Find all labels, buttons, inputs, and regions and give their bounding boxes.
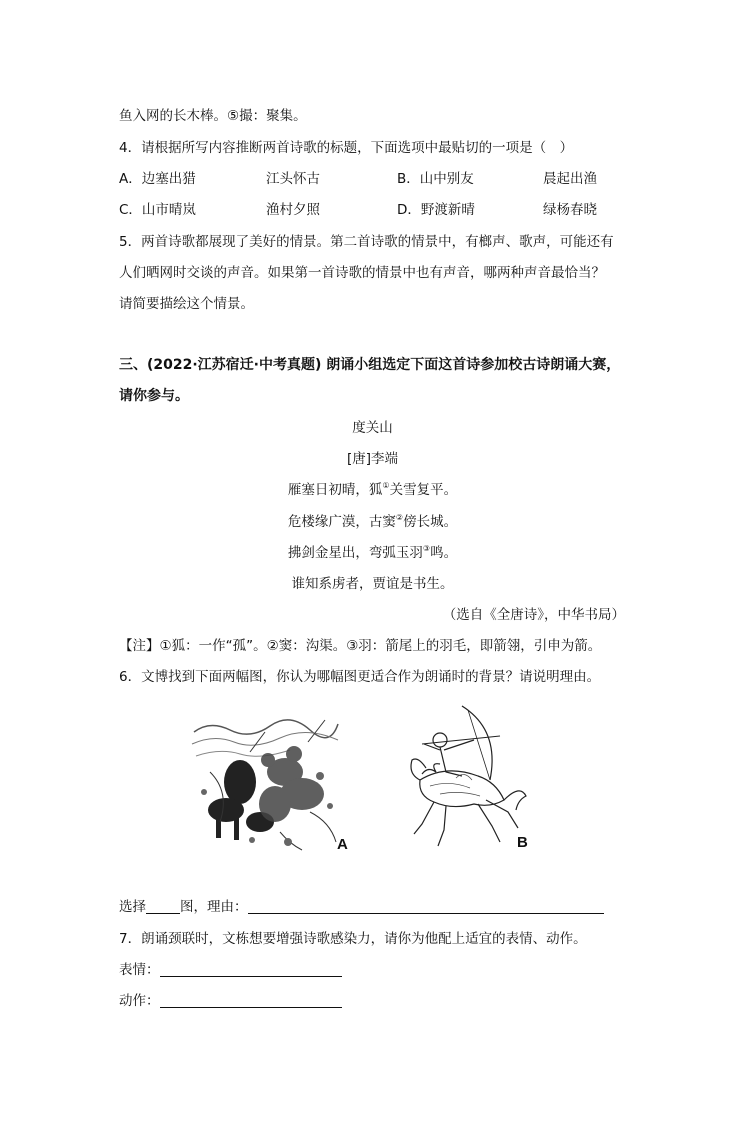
poem-title: 度关山	[352, 420, 393, 436]
q4-option-a-second: 江头怀古	[266, 171, 320, 187]
footnote-marker-3: ③	[422, 544, 431, 553]
q4-option-d-second: 绿杨春晓	[543, 202, 597, 218]
q4-stem: 4．请根据所写内容推断两首诗歌的标题，下面选项中最贴切的一项是（ ）	[119, 140, 574, 156]
q7-expression-line	[119, 958, 342, 978]
q6-stem: 6．文博找到下面两幅图，你认为哪幅图更适合作为朗诵时的背景？请说明理由。	[119, 669, 601, 685]
image-a-label: A	[337, 836, 348, 853]
poem-source: （选自《全唐诗》，中华书局）	[442, 607, 625, 623]
reason-blank[interactable]	[248, 899, 604, 914]
image-b-label: B	[517, 834, 528, 851]
q5-line-2: 人们晒网时交谈的声音。如果第一首诗歌的情景中也有声音，哪两种声音最恰当？	[119, 265, 605, 281]
q4-option-c-second: 渔村夕照	[266, 202, 320, 218]
poem-line-4: 谁知系虏者，贾谊是书生。	[291, 576, 454, 592]
footnote-marker-1: ①	[382, 481, 390, 490]
q4-option-b-second: 晨起出渔	[543, 171, 597, 187]
footnote-marker-2: ②	[395, 513, 404, 522]
section-3-heading: 三、(2022·江苏宿迁·中考真题) 朗诵小组选定下面这首诗参加校古诗朗诵大赛，	[119, 357, 621, 373]
action-blank[interactable]	[160, 993, 342, 1008]
q7-stem: 7．朗诵颈联时，文栋想要增强诗歌感染力，请你为他配上适宜的表情、动作。	[119, 931, 587, 947]
prev-note-tail: 鱼入网的长木棒。⑤撮：聚集。	[119, 108, 307, 124]
q7-action-line	[119, 989, 342, 1009]
archer-horse-image-b	[400, 700, 530, 855]
poem-line-1: 雁塞日初晴，狐①关雪复平。	[287, 481, 458, 498]
expression-label: 表情：	[119, 962, 160, 978]
poem-line-2: 危楼缘广漠，古窦②傍长城。	[287, 513, 458, 530]
poem-line-3: 拂剑金星出，弯弧玉羽③鸣。	[287, 544, 458, 561]
q4-option-d: D．野渡新晴	[397, 202, 475, 218]
answer-reason-label: 图，理由：	[180, 899, 248, 915]
q5-line-1: 5．两首诗歌都展现了美好的情景。第二首诗歌的情景中，有榔声、歌声，可能还有	[119, 234, 614, 250]
q4-option-c: C．山市晴岚	[119, 202, 196, 218]
poem-author: [唐]李端	[346, 451, 399, 467]
battle-scene-image-a	[190, 712, 340, 854]
poem-note: 【注】①狐：一作“孤”。②窦：沟渠。③羽：箭尾上的羽毛，即箭翎，引申为箭。	[119, 638, 602, 654]
answer-prefix: 选择	[119, 899, 146, 915]
expression-blank[interactable]	[160, 962, 342, 977]
q5-line-3: 请简要描绘这个情景。	[119, 296, 254, 312]
q4-option-b: B．山中别友	[397, 171, 474, 187]
action-label: 动作：	[119, 993, 160, 1009]
q6-answer-line	[119, 895, 604, 915]
q4-option-a: A．边塞出猎	[119, 171, 196, 187]
choice-blank[interactable]	[146, 899, 180, 914]
section-3-heading-cont: 请你参与。	[119, 388, 189, 404]
